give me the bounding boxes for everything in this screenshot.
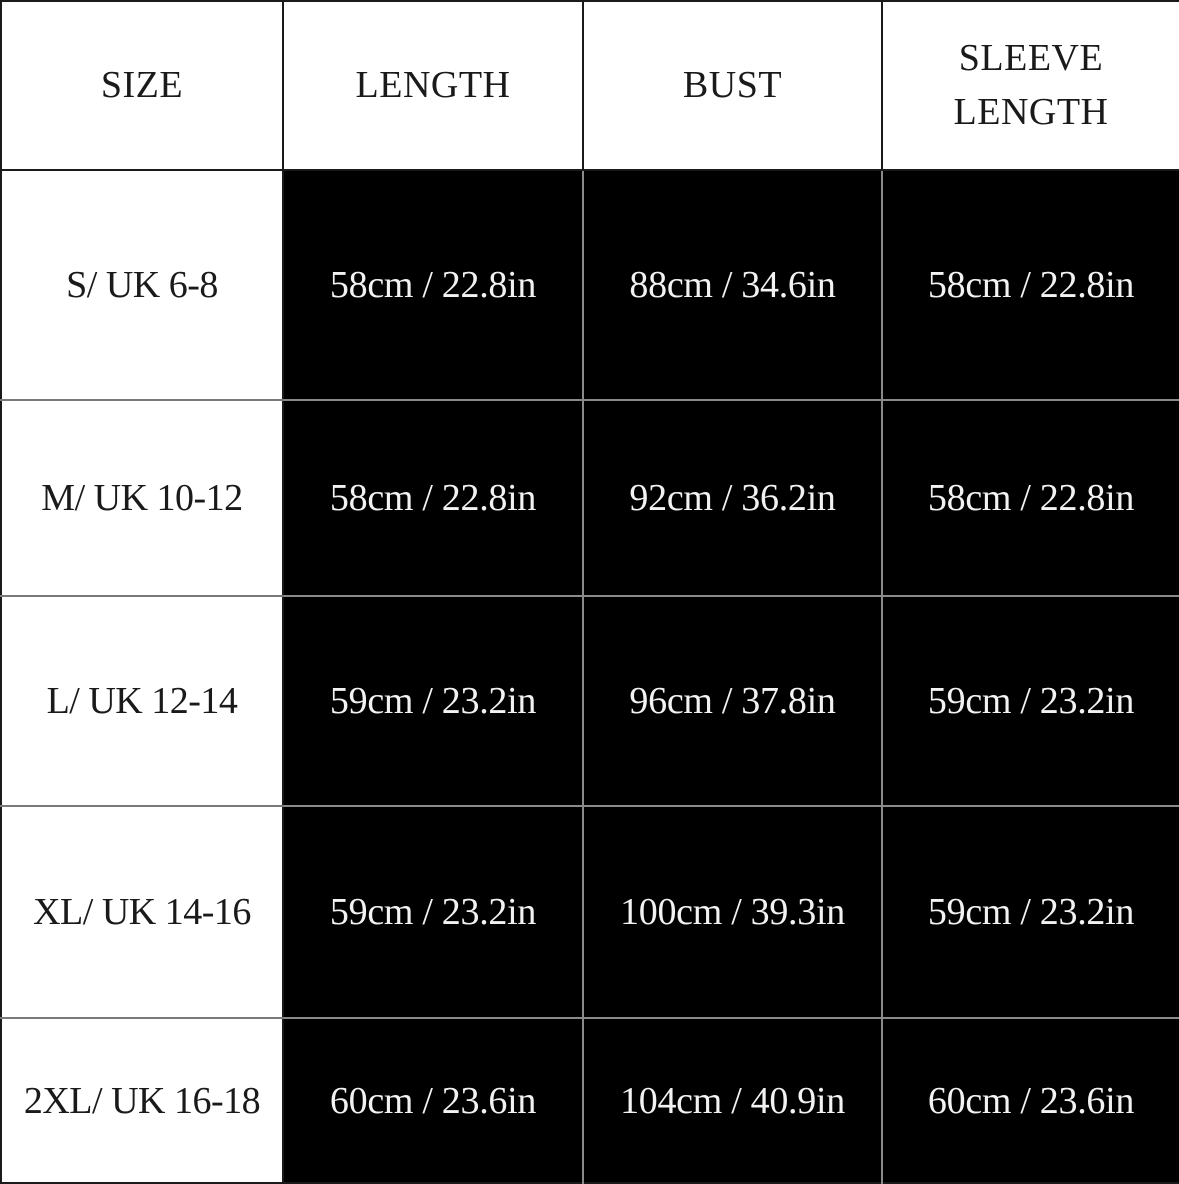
- header-size: SIZE: [1, 1, 283, 170]
- size-cell: 2XL/ UK 16-18: [1, 1018, 283, 1183]
- size-chart-header: [1, 1, 1179, 170]
- sleeve-length-cell: 59cm / 23.2in: [882, 806, 1179, 1018]
- size-chart-body: [1, 170, 1179, 1183]
- size-cell: XL/ UK 14-16: [1, 806, 283, 1018]
- table-row: [1, 170, 1179, 400]
- sleeve-length-cell: 60cm / 23.6in: [882, 1018, 1179, 1183]
- size-cell: M/ UK 10-12: [1, 400, 283, 596]
- header-row: [1, 1, 1179, 170]
- length-cell: 58cm / 22.8in: [283, 170, 583, 400]
- bust-cell: 88cm / 34.6in: [583, 170, 882, 400]
- table-row: [1, 400, 1179, 596]
- sleeve-length-cell: 58cm / 22.8in: [882, 400, 1179, 596]
- header-sleeve-line-2: LENGTH: [953, 90, 1109, 133]
- bust-cell: 100cm / 39.3in: [583, 806, 882, 1018]
- table-row: [1, 1018, 1179, 1183]
- header-sleeve-line-1: SLEEVE: [958, 37, 1104, 80]
- header-bust: BUST: [583, 1, 882, 170]
- sleeve-length-cell: 58cm / 22.8in: [882, 170, 1179, 400]
- length-cell: 59cm / 23.2in: [283, 596, 583, 806]
- size-cell: S/ UK 6-8: [1, 170, 283, 400]
- length-cell: 60cm / 23.6in: [283, 1018, 583, 1183]
- bust-cell: 92cm / 36.2in: [583, 400, 882, 596]
- table-row: [1, 596, 1179, 806]
- table-row: [1, 806, 1179, 1018]
- size-cell: L/ UK 12-14: [1, 596, 283, 806]
- bust-cell: 96cm / 37.8in: [583, 596, 882, 806]
- header-sleeve-length: [882, 1, 1179, 170]
- bust-cell: 104cm / 40.9in: [583, 1018, 882, 1183]
- sleeve-length-cell: 59cm / 23.2in: [882, 596, 1179, 806]
- length-cell: 58cm / 22.8in: [283, 400, 583, 596]
- header-length: LENGTH: [283, 1, 583, 170]
- length-cell: 59cm / 23.2in: [283, 806, 583, 1018]
